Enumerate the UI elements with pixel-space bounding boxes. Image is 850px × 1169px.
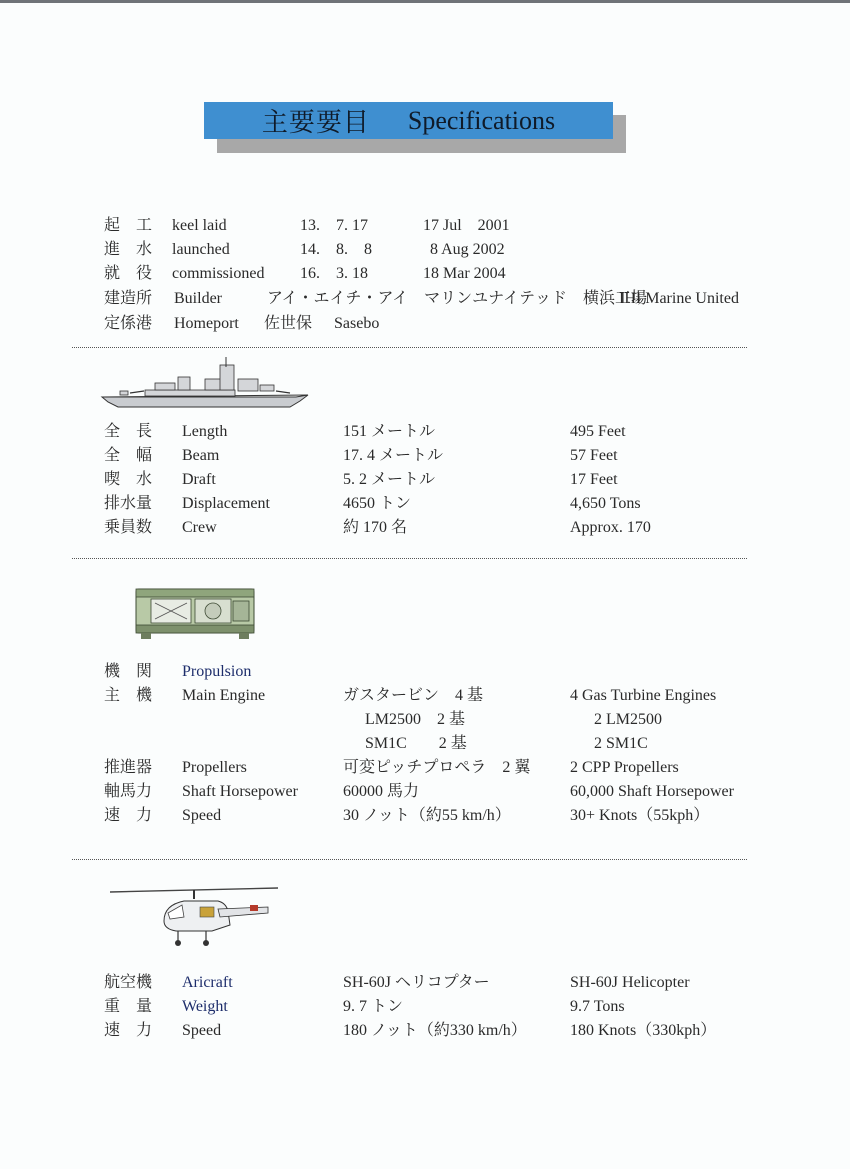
homeport-value-ja: 佐世保: [264, 315, 313, 332]
history-date-ja: 14. 8. 8: [300, 241, 373, 258]
aircraft-label-en: Speed: [182, 1022, 222, 1039]
engine-sub-en: 2 LM2500: [594, 711, 662, 728]
aircraft-value-ja: 180 ノット（約330 km/h）: [343, 1022, 527, 1039]
propulsion-header-en: Propulsion: [182, 663, 252, 680]
homeport-label-en: Homeport: [174, 315, 239, 332]
aircraft-value-ja: 9. 7 トン: [343, 998, 404, 1015]
history-label-ja: 就 役: [104, 265, 153, 282]
hull-value-en: 17 Feet: [570, 471, 618, 488]
helicopter-icon: [108, 883, 280, 949]
main-engine-value-ja: ガスタービン 4 基: [343, 687, 484, 704]
hull-value-en: Approx. 170: [570, 519, 651, 536]
history-date-ja: 13. 7. 17: [300, 217, 369, 234]
history-date-en: 8 Aug 2002: [430, 241, 505, 258]
section-divider: [72, 558, 747, 559]
hull-label-en: Crew: [182, 519, 217, 536]
hull-value-ja: 5. 2 メートル: [343, 471, 436, 488]
builder-label-en: Builder: [174, 290, 222, 307]
title-en: Specifications: [407, 105, 556, 135]
propulsion-value-ja: 30 ノット（約55 km/h）: [343, 807, 511, 824]
top-border: [0, 0, 850, 3]
engine-sub-en: 2 SM1C: [594, 735, 648, 752]
hull-label-en: Draft: [182, 471, 216, 488]
hull-value-en: 57 Feet: [570, 447, 618, 464]
aircraft-label-ja: 重 量: [104, 998, 153, 1015]
title-ja: 主要要目: [261, 108, 370, 137]
propulsion-value-en: 2 CPP Propellers: [570, 759, 679, 776]
hull-value-en: 495 Feet: [570, 423, 626, 440]
aircraft-value-en: 9.7 Tons: [570, 998, 625, 1015]
history-label-ja: 進 水: [104, 241, 153, 258]
history-date-en: 18 Mar 2004: [423, 265, 506, 282]
aircraft-label-ja: 航空機: [104, 974, 153, 991]
hull-label-ja: 喫 水: [104, 471, 153, 488]
hull-value-ja: 4650 トン: [343, 495, 412, 512]
destroyer-ship-icon: [100, 355, 310, 415]
propulsion-label-ja: 速 力: [104, 807, 153, 824]
aircraft-label-en: Aricraft: [182, 974, 233, 991]
builder-value-en: IHI Marine United: [619, 290, 739, 307]
aircraft-label-en: Weight: [182, 998, 228, 1015]
propulsion-value-ja: 可変ピッチプロペラ 2 翼: [343, 759, 531, 776]
propulsion-label-en: Speed: [182, 807, 222, 824]
history-date-ja: 16. 3. 18: [300, 265, 369, 282]
history-label-ja: 起 工: [104, 217, 153, 234]
hull-value-ja: 約 170 名: [343, 519, 408, 536]
main-engine-value-en: 4 Gas Turbine Engines: [570, 687, 717, 704]
propulsion-label-en: Propellers: [182, 759, 247, 776]
main-engine-label-ja: 主 機: [104, 687, 153, 704]
propulsion-label-ja: 推進器: [104, 759, 153, 776]
builder-label-ja: 建造所: [104, 290, 153, 307]
hull-label-en: Length: [182, 423, 228, 440]
section-divider: [72, 347, 747, 348]
hull-label-en: Beam: [182, 447, 220, 464]
builder-value-ja: アイ・エイチ・アイ マリンユナイテッド 横浜工場: [267, 290, 648, 307]
hull-value-ja: 17. 4 メートル: [343, 447, 444, 464]
section-divider: [72, 859, 747, 860]
aircraft-value-ja: SH-60J ヘリコプター: [343, 974, 490, 991]
aircraft-value-en: 180 Knots（330kph）: [570, 1022, 717, 1039]
hull-label-ja: 全 幅: [104, 447, 153, 464]
homeport-label-ja: 定係港: [104, 315, 153, 332]
history-date-en: 17 Jul 2001: [423, 217, 510, 234]
hull-value-en: 4,650 Tons: [570, 495, 641, 512]
propulsion-label-ja: 軸馬力: [104, 783, 153, 800]
hull-label-ja: 排水量: [104, 495, 153, 512]
propulsion-header-ja: 機 関: [104, 663, 153, 680]
aircraft-value-en: SH-60J Helicopter: [570, 974, 690, 991]
propulsion-value-en: 30+ Knots（55kph）: [570, 807, 710, 824]
propulsion-value-ja: 60000 馬力: [343, 783, 420, 800]
history-label-en: launched: [172, 241, 230, 258]
hull-value-ja: 151 メートル: [343, 423, 436, 440]
engine-sub-ja: SM1C 2 基: [365, 735, 467, 752]
main-engine-label-en: Main Engine: [182, 687, 266, 704]
engine-sub-ja: LM2500 2 基: [365, 711, 466, 728]
gas-turbine-icon: [133, 583, 258, 643]
hull-label-en: Displacement: [182, 495, 270, 512]
history-label-en: commissioned: [172, 265, 265, 282]
propulsion-label-en: Shaft Horsepower: [182, 783, 298, 800]
homeport-value-en: Sasebo: [334, 315, 380, 332]
history-label-en: keel laid: [172, 217, 227, 234]
hull-label-ja: 全 長: [104, 423, 153, 440]
aircraft-label-ja: 速 力: [104, 1022, 153, 1039]
hull-label-ja: 乗員数: [104, 519, 153, 536]
page-title: [204, 102, 613, 139]
propulsion-value-en: 60,000 Shaft Horsepower: [570, 783, 734, 800]
